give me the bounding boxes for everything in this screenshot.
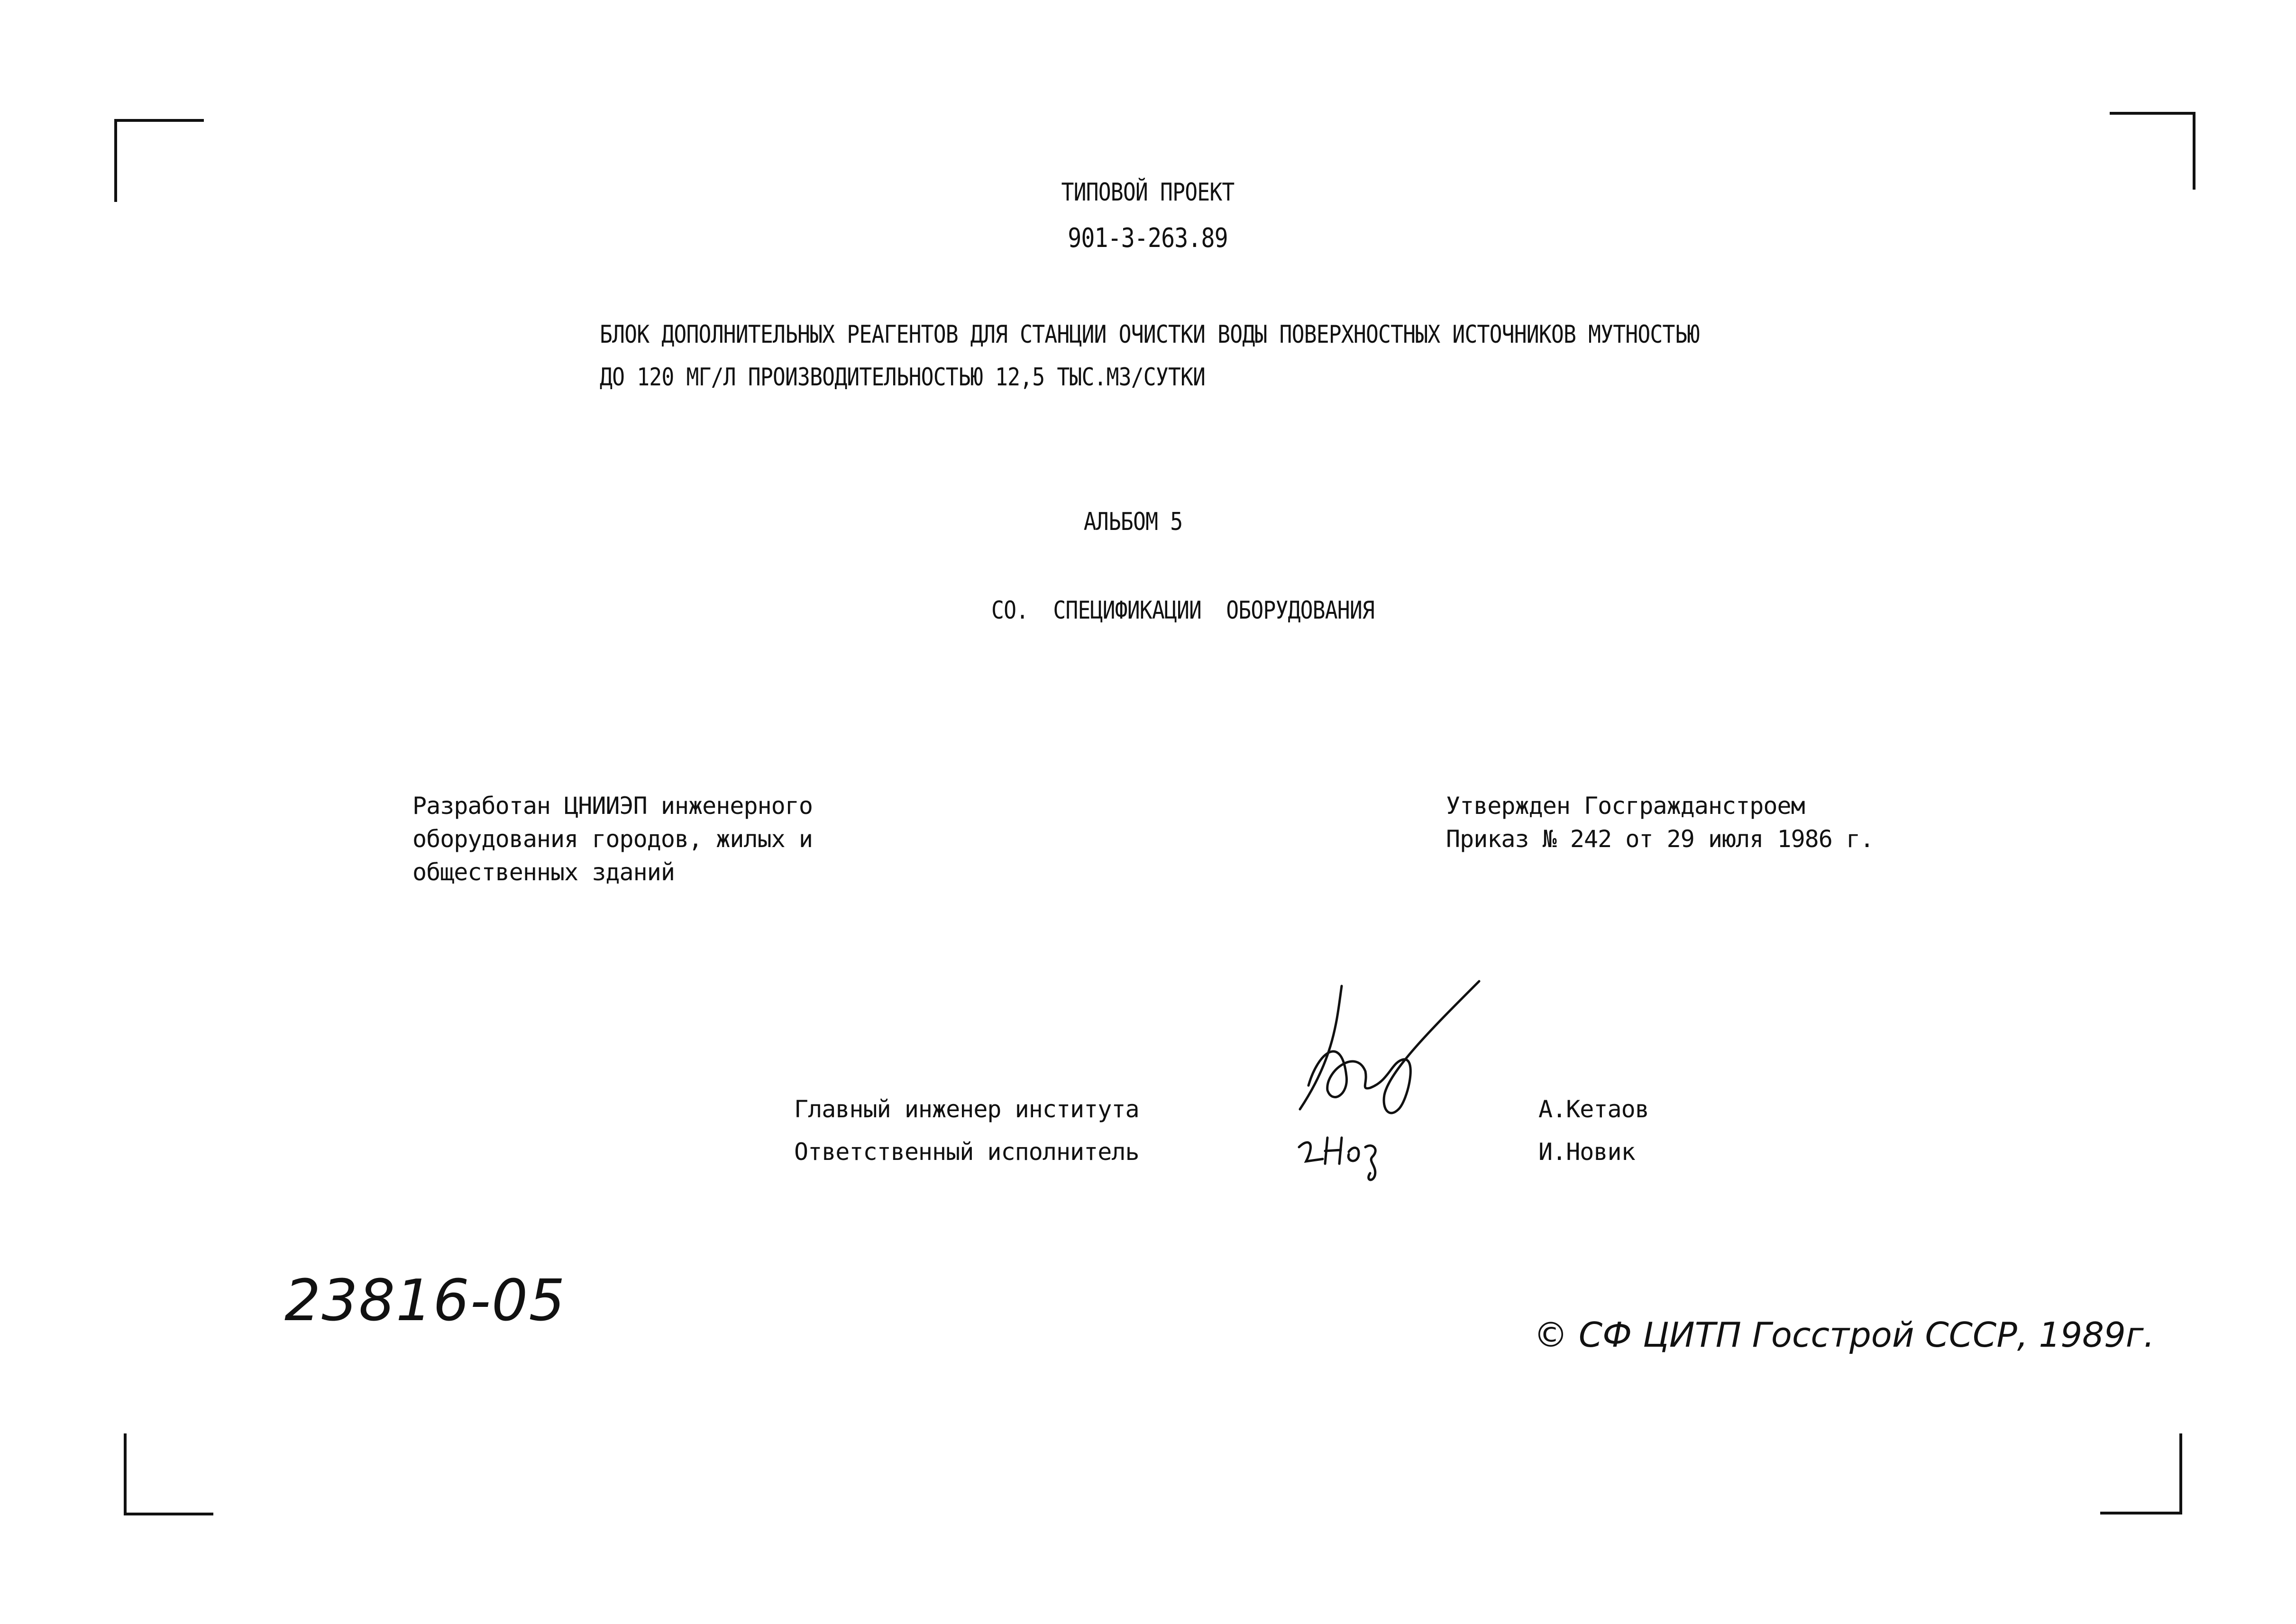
- album-section: СО. СПЕЦИФИКАЦИИ ОБОРУДОВАНИЯ: [991, 596, 1374, 625]
- corner-mark-bottom-right: [2095, 1432, 2190, 1517]
- copyright-stamp: © СФ ЦИТП Госстрой СССР, 1989г.: [1534, 1315, 2155, 1355]
- project-number: 901-3-263.89: [1068, 223, 1228, 254]
- signature-executor: [1290, 1128, 1394, 1185]
- developer-line-2: оборудования городов, жилых и: [412, 825, 813, 853]
- chief-engineer-name: А.Кетаов: [1538, 1095, 1649, 1123]
- executor-name: И.Новик: [1538, 1138, 1635, 1166]
- corner-mark-top-right: [2105, 111, 2200, 192]
- inventory-number: 23816-05: [284, 1268, 566, 1334]
- corner-mark-top-left: [114, 119, 209, 204]
- corner-mark-bottom-left: [123, 1432, 218, 1517]
- developer-line-3: общественных зданий: [412, 858, 675, 886]
- project-type: ТИПОВОЙ ПРОЕКТ: [1061, 178, 1235, 207]
- approval-line-1: Утвержден Госгражданстроем: [1446, 792, 1805, 820]
- developer-line-1: Разработан ЦНИИЭП инженерного: [412, 792, 813, 820]
- chief-engineer-role: Главный инженер института: [794, 1095, 1139, 1123]
- album-label: АЛЬБОМ 5: [1083, 508, 1183, 536]
- signature-chief-engineer: [1290, 976, 1489, 1138]
- title-line-1: БЛОК ДОПОЛНИТЕЛЬНЫХ РЕАГЕНТОВ ДЛЯ СТАНЦИИ ОЧИСТКИ ВОДЫ ПОВЕРХНОСТНЫХ ИСТОЧНИКОВ МУТНОСТЬЮ: [600, 320, 1700, 349]
- approval-line-2: Приказ № 242 от 29 июля 1986 г.: [1446, 825, 1874, 853]
- executor-role: Ответственный исполнитель: [794, 1138, 1139, 1166]
- title-line-2: ДО 120 МГ/Л ПРОИЗВОДИТЕЛЬНОСТЬЮ 12,5 ТЫС.М3/СУТКИ: [600, 363, 1206, 392]
